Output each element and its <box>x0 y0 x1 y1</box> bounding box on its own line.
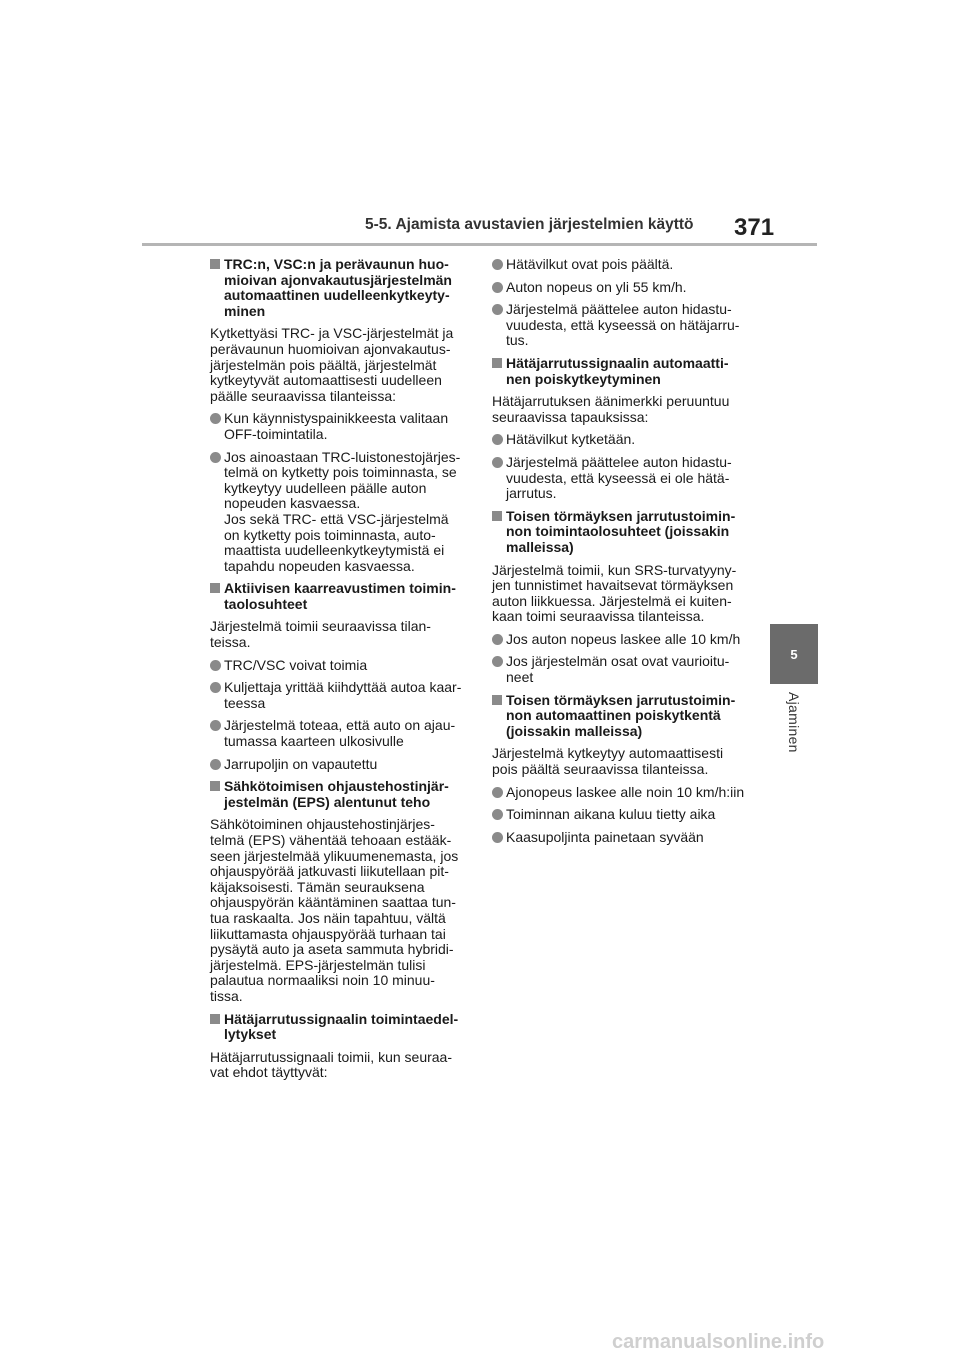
bullet-text: Ajonopeus laskee alle noin 10 km/h:iin <box>506 783 745 800</box>
paragraph-text: Järjestelmä toimii, kun SRS-turvatyyny- jen tunnistimet havaitsevat törmäyksen auton liikkuessa. Järjestelmä ei kuiten- kaan toimi seuraavissa tilanteissa. <box>492 561 737 625</box>
body-paragraph <box>492 746 757 777</box>
dot-marker <box>492 787 503 798</box>
round-bullet-icon <box>492 654 506 685</box>
header-divider <box>142 243 817 246</box>
bullet-item <box>492 830 757 846</box>
section-heading <box>210 257 475 319</box>
round-bullet-icon <box>210 680 224 711</box>
section-heading <box>492 693 757 740</box>
square-bullet-icon <box>210 581 224 612</box>
dot-marker <box>492 656 503 667</box>
dot-marker <box>210 413 221 424</box>
section-heading <box>210 779 475 810</box>
bullet-item <box>492 455 757 502</box>
dot-marker <box>492 259 503 270</box>
bullet-item <box>210 450 475 575</box>
bullet-text: Hätävilkut kytketään. <box>506 431 636 448</box>
dot-marker <box>210 720 221 731</box>
body-paragraph <box>492 563 757 625</box>
dot-marker <box>210 759 221 770</box>
square-bullet-icon <box>210 779 224 810</box>
bullet-text: Toiminnan aikana kuluu tietty aika <box>506 806 716 823</box>
dot-marker <box>492 809 503 820</box>
paragraph-text: Järjestelmä toimii seuraavissa tilan- teissa. <box>210 618 431 651</box>
body-paragraph <box>210 817 475 1004</box>
heading-text: Sähkötoimisen ohjaustehostinjär- jestelmän (EPS) alentunut teho <box>224 778 449 810</box>
round-bullet-icon <box>210 450 224 575</box>
dot-marker <box>492 832 503 843</box>
bullet-text: Jarrupoljin on vapautettu <box>224 755 378 772</box>
bullet-item <box>210 411 475 442</box>
bullet-text: Järjestelmä päättelee auton hidastu- vuudesta, että kyseessä on hätäjarru- tus. <box>506 301 740 349</box>
chapter-number: 5 <box>790 646 798 662</box>
square-bullet-icon <box>492 509 506 556</box>
dot-marker <box>492 634 503 645</box>
right-column <box>492 257 757 852</box>
heading-text: Hätäjarrutussignaalin toimintaedel- lytykset <box>224 1010 459 1043</box>
section-heading <box>492 509 757 556</box>
square-marker <box>492 358 502 368</box>
bullet-item <box>492 785 757 801</box>
round-bullet-icon <box>492 632 506 648</box>
bullet-item <box>492 302 757 349</box>
body-paragraph <box>492 394 757 425</box>
bullet-item <box>492 807 757 823</box>
body-paragraph <box>210 326 475 404</box>
dot-marker <box>210 682 221 693</box>
bullet-item <box>492 257 757 273</box>
chapter-tab[interactable] <box>770 624 818 684</box>
paragraph-text: Hätäjarrutuksen äänimerkki peruuntuu seuraavissa tapauksissa: <box>492 393 730 425</box>
bullet-item <box>210 757 475 773</box>
bullet-text: Järjestelmä päättelee auton hidastu- vuudesta, että kyseessä ei ole hätä- jarrutus. <box>506 453 732 502</box>
round-bullet-icon <box>492 432 506 448</box>
bullet-item <box>210 718 475 749</box>
round-bullet-icon <box>210 658 224 674</box>
round-bullet-icon <box>492 455 506 502</box>
footer-watermark: carmanualsonline.info <box>612 1331 825 1353</box>
heading-text: Aktiivisen kaarreavustimen toimin- taolosuhteet <box>224 580 456 612</box>
paragraph-text: Kytkettyäsi TRC- ja VSC-järjestelmät ja perävaunun huomioivan ajonvakautus- järjestelmän pois päältä, järjestelmät kytkeytyvät automaattisesti uudelleen päälle seuraavissa tilanteissa: <box>210 325 454 404</box>
body-paragraph <box>210 1050 475 1081</box>
square-bullet-icon <box>210 1012 224 1043</box>
heading-text: Toisen törmäyksen jarrutustoimin- non automaattinen poiskytkentä (joissakin malleissa) <box>506 691 736 739</box>
square-marker <box>492 695 502 705</box>
bullet-text: Hätävilkut ovat pois päältä. <box>506 256 674 272</box>
bullet-text: Jos ainoastaan TRC-luistonestojärjes- telmä on kytketty pois toiminnasta, se kytkeytyy uudelleen päälle auton nopeuden kasvaessa. Jos sekä TRC- että VSC-järjestelmä on kytketty pois toiminnasta, auto- maattista uudelleenkytkeytymistä ei tapahdu nopeuden kasvaessa. <box>224 448 461 574</box>
dot-marker <box>492 304 503 315</box>
chapter-label: Ajaminen <box>786 692 802 753</box>
body-paragraph <box>210 619 475 650</box>
dot-marker <box>492 457 503 468</box>
bullet-item <box>492 432 757 448</box>
round-bullet-icon <box>492 807 506 823</box>
dot-marker <box>210 452 221 463</box>
paragraph-text: Järjestelmä kytkeytyy automaattisesti pois päältä seuraavissa tilanteissa. <box>492 745 724 778</box>
section-heading <box>492 356 757 387</box>
section-heading <box>210 1012 475 1043</box>
dot-marker <box>492 282 503 293</box>
square-bullet-icon <box>492 356 506 387</box>
square-marker <box>210 781 220 791</box>
round-bullet-icon <box>210 411 224 442</box>
round-bullet-icon <box>210 757 224 773</box>
round-bullet-icon <box>492 280 506 296</box>
left-column <box>210 257 475 1088</box>
bullet-text: Kun käynnistyspainikkeesta valitaan OFF-toimintatila. <box>224 410 449 442</box>
heading-text: Hätäjarrutussignaalin automaatti- nen poiskytkeytyminen <box>506 354 729 387</box>
square-bullet-icon <box>492 693 506 740</box>
heading-text: Toisen törmäyksen jarrutustoimin- non toimintaolosuhteet (joissakin malleissa) <box>506 507 736 555</box>
bullet-text: Kuljettaja yrittää kiihdyttää autoa kaar- teessa <box>224 679 462 711</box>
bullet-item <box>210 680 475 711</box>
bullet-text: Kaasupoljinta painetaan syvään <box>506 828 704 845</box>
square-marker <box>492 511 502 521</box>
round-bullet-icon <box>492 257 506 273</box>
section-title: 5-5. Ajamista avustavien järjestelmien käyttö <box>365 216 694 233</box>
section-heading <box>210 581 475 612</box>
bullet-item <box>492 654 757 685</box>
square-marker <box>210 259 220 269</box>
bullet-text: TRC/VSC voivat toimia <box>224 656 368 673</box>
round-bullet-icon <box>492 785 506 801</box>
heading-text: TRC:n, VSC:n ja perävaunun huo- mioivan ajonvakautusjärjestelmän automaattinen uudelleenkytkeyty- minen <box>224 256 452 319</box>
bullet-item <box>492 632 757 648</box>
bullet-text: Jos järjestelmän osat ovat vaurioitu- neet <box>506 653 730 686</box>
square-marker <box>210 583 220 593</box>
round-bullet-icon <box>492 830 506 846</box>
square-bullet-icon <box>210 257 224 319</box>
round-bullet-icon <box>492 302 506 349</box>
paragraph-text: Hätäjarrutussignaali toimii, kun seuraa- vat ehdot täyttyvät: <box>210 1048 452 1081</box>
bullet-item <box>210 658 475 674</box>
dot-marker <box>210 660 221 671</box>
bullet-text: Jos auton nopeus laskee alle 10 km/h <box>506 630 741 647</box>
dot-marker <box>492 434 503 445</box>
bullet-item <box>492 280 757 296</box>
square-marker <box>210 1014 220 1024</box>
round-bullet-icon <box>210 718 224 749</box>
bullet-text: Auton nopeus on yli 55 km/h. <box>506 278 687 295</box>
paragraph-text: Sähkötoiminen ohjaustehostinjärjes- telmä (EPS) vähentää tehoaan estääk- seen järjestelmää ylikuumenemasta, jos ohjauspyörää jatkuvasti liikutellaan pit- käjaksoisesti. Tämän seurauksena ohjauspyörän kääntäminen saattaa tun- tua raskaalta. Jos näin tapahtuu, vältä liikuttamasta ohjauspyörää turhaan tai pysäytä auto ja aseta sammuta hybridi- järjestelmä. EPS-järjestelmän tulisi palautua normaaliksi noin 10 minuu- tissa. <box>210 816 459 1004</box>
bullet-text: Järjestelmä toteaa, että auto on ajau- tumassa kaarteen ulkosivulle <box>224 717 456 750</box>
page-number: 371 <box>734 214 775 241</box>
